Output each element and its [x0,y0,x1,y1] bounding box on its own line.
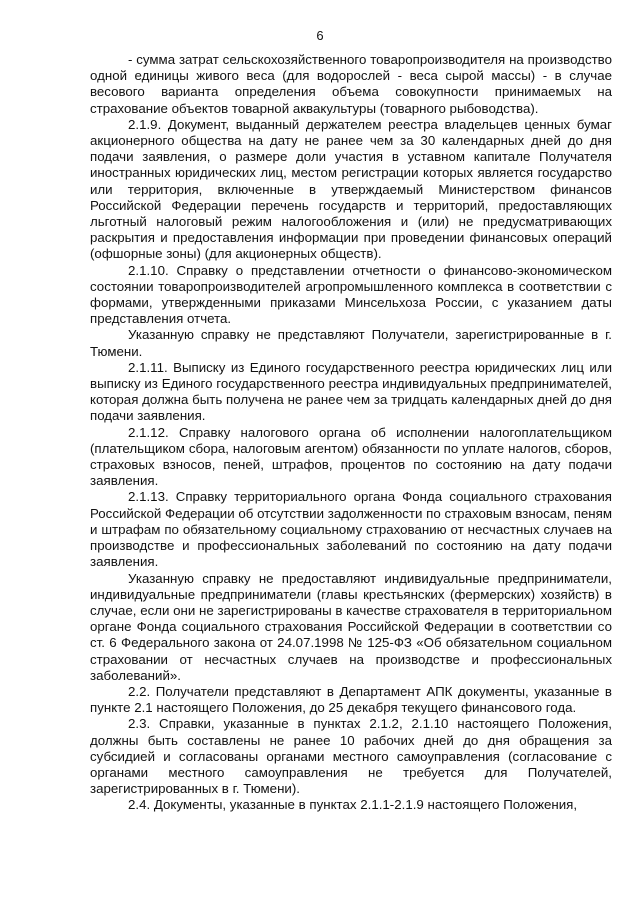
paragraph-2-2: 2.2. Получатели представляют в Департамент АПК документы, указанные в пункте 2.1 настоящего Положения, до 25 декабря текущего финансового года. [90,683,612,716]
paragraph-2-1-13-note: Указанную справку не предоставляют индивидуальные предприниматели, индивидуальные предприниматели (главы крестьянских (фермерских) хозяйств) в случае, если они не зарегистрированы в качестве страхователя в территориальном органе Фонда социального страхования Российской Федерации в соответствии со ст. 6 Федерального закона от 24.07.1998 № 125-ФЗ «Об обязательном социальном страховании от несчастных случаев на производстве и профессиональных заболеваний». [90,570,612,683]
paragraph-2-3: 2.3. Справки, указанные в пунктах 2.1.2, 2.1.10 настоящего Положения, должны быть составлены не ранее 10 рабочих дней до дня обращения за субсидией и согласованы органами местного самоуправления (согласование с органами местного самоуправления не требуется для Получателей, зарегистрированных в г. Тюмени). [90,716,612,797]
page-number: 6 [316,28,324,43]
paragraph-cost-per-unit: - сумма затрат сельскохозяйственного товаропроизводителя на производство одной единицы живого веса (для водорослей - веса сырой массы) - в случае весового варианта определения объема совокупности принимаемых на страхование объектов товарной аквакультуры (товарного рыбоводства). [90,52,612,116]
paragraph-2-1-13: 2.1.13. Справку территориального органа Фонда социального страхования Российской Федерации об отсутствии задолженности по страховым взносам, пеням и штрафам по обязательному социальному страхованию от несчастных случаев на производстве и профессиональных заболеваний по состоянию на дату подачи заявления. [90,489,612,570]
paragraph-2-1-10: 2.1.10. Справку о представлении отчетности о финансово-экономическом состоянии товаропроизводителей агропромышленного комплекса в соответствии с формами, утвержденными приказами Минсельхоза России, с указанием даты представления отчета. [90,262,612,327]
paragraph-2-1-11: 2.1.11. Выписку из Единого государственного реестра юридических лиц или выписку из Единого государственного реестра индивидуальных предпринимателей, которая должна быть получена не ранее чем за тридцать календарных дней до дня подачи заявления. [90,359,612,424]
paragraph-2-1-12: 2.1.12. Справку налогового органа об исполнении налогоплательщиком (плательщиком сбора, налоговым агентом) обязанности по уплате налогов, сборов, страховых взносов, пеней, штрафов, процентов по состоянию на дату подачи заявления. [90,424,612,489]
paragraph-2-1-10-note: Указанную справку не представляют Получатели, зарегистрированные в г. Тюмени. [90,327,612,359]
document-body [90,52,612,814]
paragraph-2-4: 2.4. Документы, указанные в пунктах 2.1.1-2.1.9 настоящего Положения, [128,797,578,813]
paragraph-2-1-9: 2.1.9. Документ, выданный держателем реестра владельцев ценных бумаг акционерного общества на дату не ранее чем за 30 календарных дней до дня подачи заявления, о размере доли участия в уставном капитале Получателя иностранных юридических лиц, местом регистрации которых является государство или территория, включенные в утверждаемый Министерством финансов Российской Федерации перечень государств и территорий, предоставляющих льготный налоговый режим налогообложения и (или) не предусматривающих раскрытия и предоставления информации при проведении финансовых операций (офшорные зоны) (для акционерных обществ). [90,116,612,262]
